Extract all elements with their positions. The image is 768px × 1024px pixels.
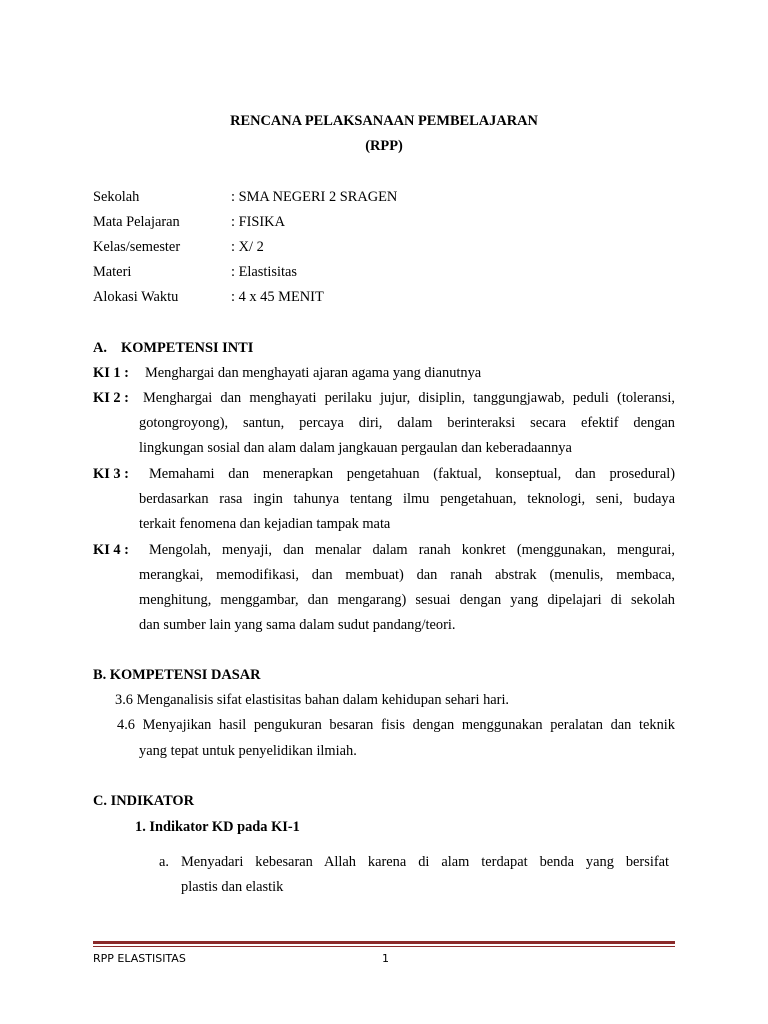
ki3-line: terkait fenomena dan kejadian tampak mata [139,516,391,532]
identity-label-subject: Mata Pelajaran [93,214,180,230]
doc-subtitle: (RPP) [365,138,403,154]
ki4-line: merangkai, memodifikasi, dan membuat) dan ranah abstrak (menulis, membaca, [139,567,675,583]
footer-rule-thin [93,946,675,947]
kd-3-6: 3.6 Menganalisis sifat elastisitas bahan dalam kehidupan sehari hari. [115,692,510,708]
ki2-line: gotongroyong), santun, percaya diri, dalam berinteraksi secara efektif dengan [139,415,675,431]
ki4-line: Mengolah, menyaji, dan menalar dalam ranah konkret (menggunakan, mengurai, [149,542,675,558]
section-b-heading: B. KOMPETENSI DASAR [93,667,261,683]
identity-label-class: Kelas/semester [93,239,181,255]
kd-4-6-line: 4.6 Menyajikan hasil pengukuran besaran fisis dengan menggunakan peralatan dan teknik [117,717,675,733]
indicator-subheading: 1. Indikator KD pada KI-1 [135,819,300,835]
ki2-line: lingkungan sosial dan alam dalam jangkauan pergaulan dan keberadaannya [139,440,572,456]
ki2-line: Menghargai dan menghayati perilaku jujur, disiplin, tanggungjawab, peduli (toleransi, [143,390,675,406]
ki3-line: berdasarkan rasa ingin tahunya tentang ilmu pengetahuan, teknologi, seni, budaya [139,491,675,507]
identity-value-school: : SMA NEGERI 2 SRAGEN [231,189,398,205]
doc-title: RENCANA PELAKSANAAN PEMBELAJARAN [230,113,538,129]
identity-value-material: : Elastisitas [231,264,297,280]
footer-rule-thick [93,941,675,944]
indicator-item-line: plastis dan elastik [181,879,284,895]
footer-doc-name: RPP ELASTISITAS [93,952,186,965]
footer-page-number: 1 [382,952,389,965]
identity-value-time: : 4 x 45 MENIT [231,289,324,305]
indicator-item-marker: a. [159,854,169,870]
kd-4-6-line: yang tepat untuk penyelidikan ilmiah. [139,743,357,759]
ki2-label: KI 2 : [93,390,129,406]
section-c-heading: C. INDIKATOR [93,793,195,809]
ki4-line: menghitung, menggambar, dan mengarang) sesuai dengan yang dipelajari di sekolah [139,592,675,608]
identity-value-class: : X/ 2 [231,239,264,255]
section-a-number: A. [93,340,107,356]
identity-label-school: Sekolah [93,189,140,205]
identity-label-material: Materi [93,264,132,280]
identity-value-subject: : FISIKA [231,214,285,230]
indicator-item-line: Menyadari kebesaran Allah karena di alam terdapat benda yang bersifat [181,854,669,870]
ki4-line: dan sumber lain yang sama dalam sudut pandang/teori. [139,617,456,633]
ki3-line: Memahami dan menerapkan pengetahuan (faktual, konseptual, dan prosedural) [149,466,675,482]
ki1-text: Menghargai dan menghayati ajaran agama yang dianutnya [145,365,482,381]
identity-label-time: Alokasi Waktu [93,289,179,305]
ki4-label: KI 4 : [93,542,129,558]
ki1-label: KI 1 : [93,365,129,381]
section-a-heading: KOMPETENSI INTI [121,340,254,356]
ki3-label: KI 3 : [93,466,129,482]
